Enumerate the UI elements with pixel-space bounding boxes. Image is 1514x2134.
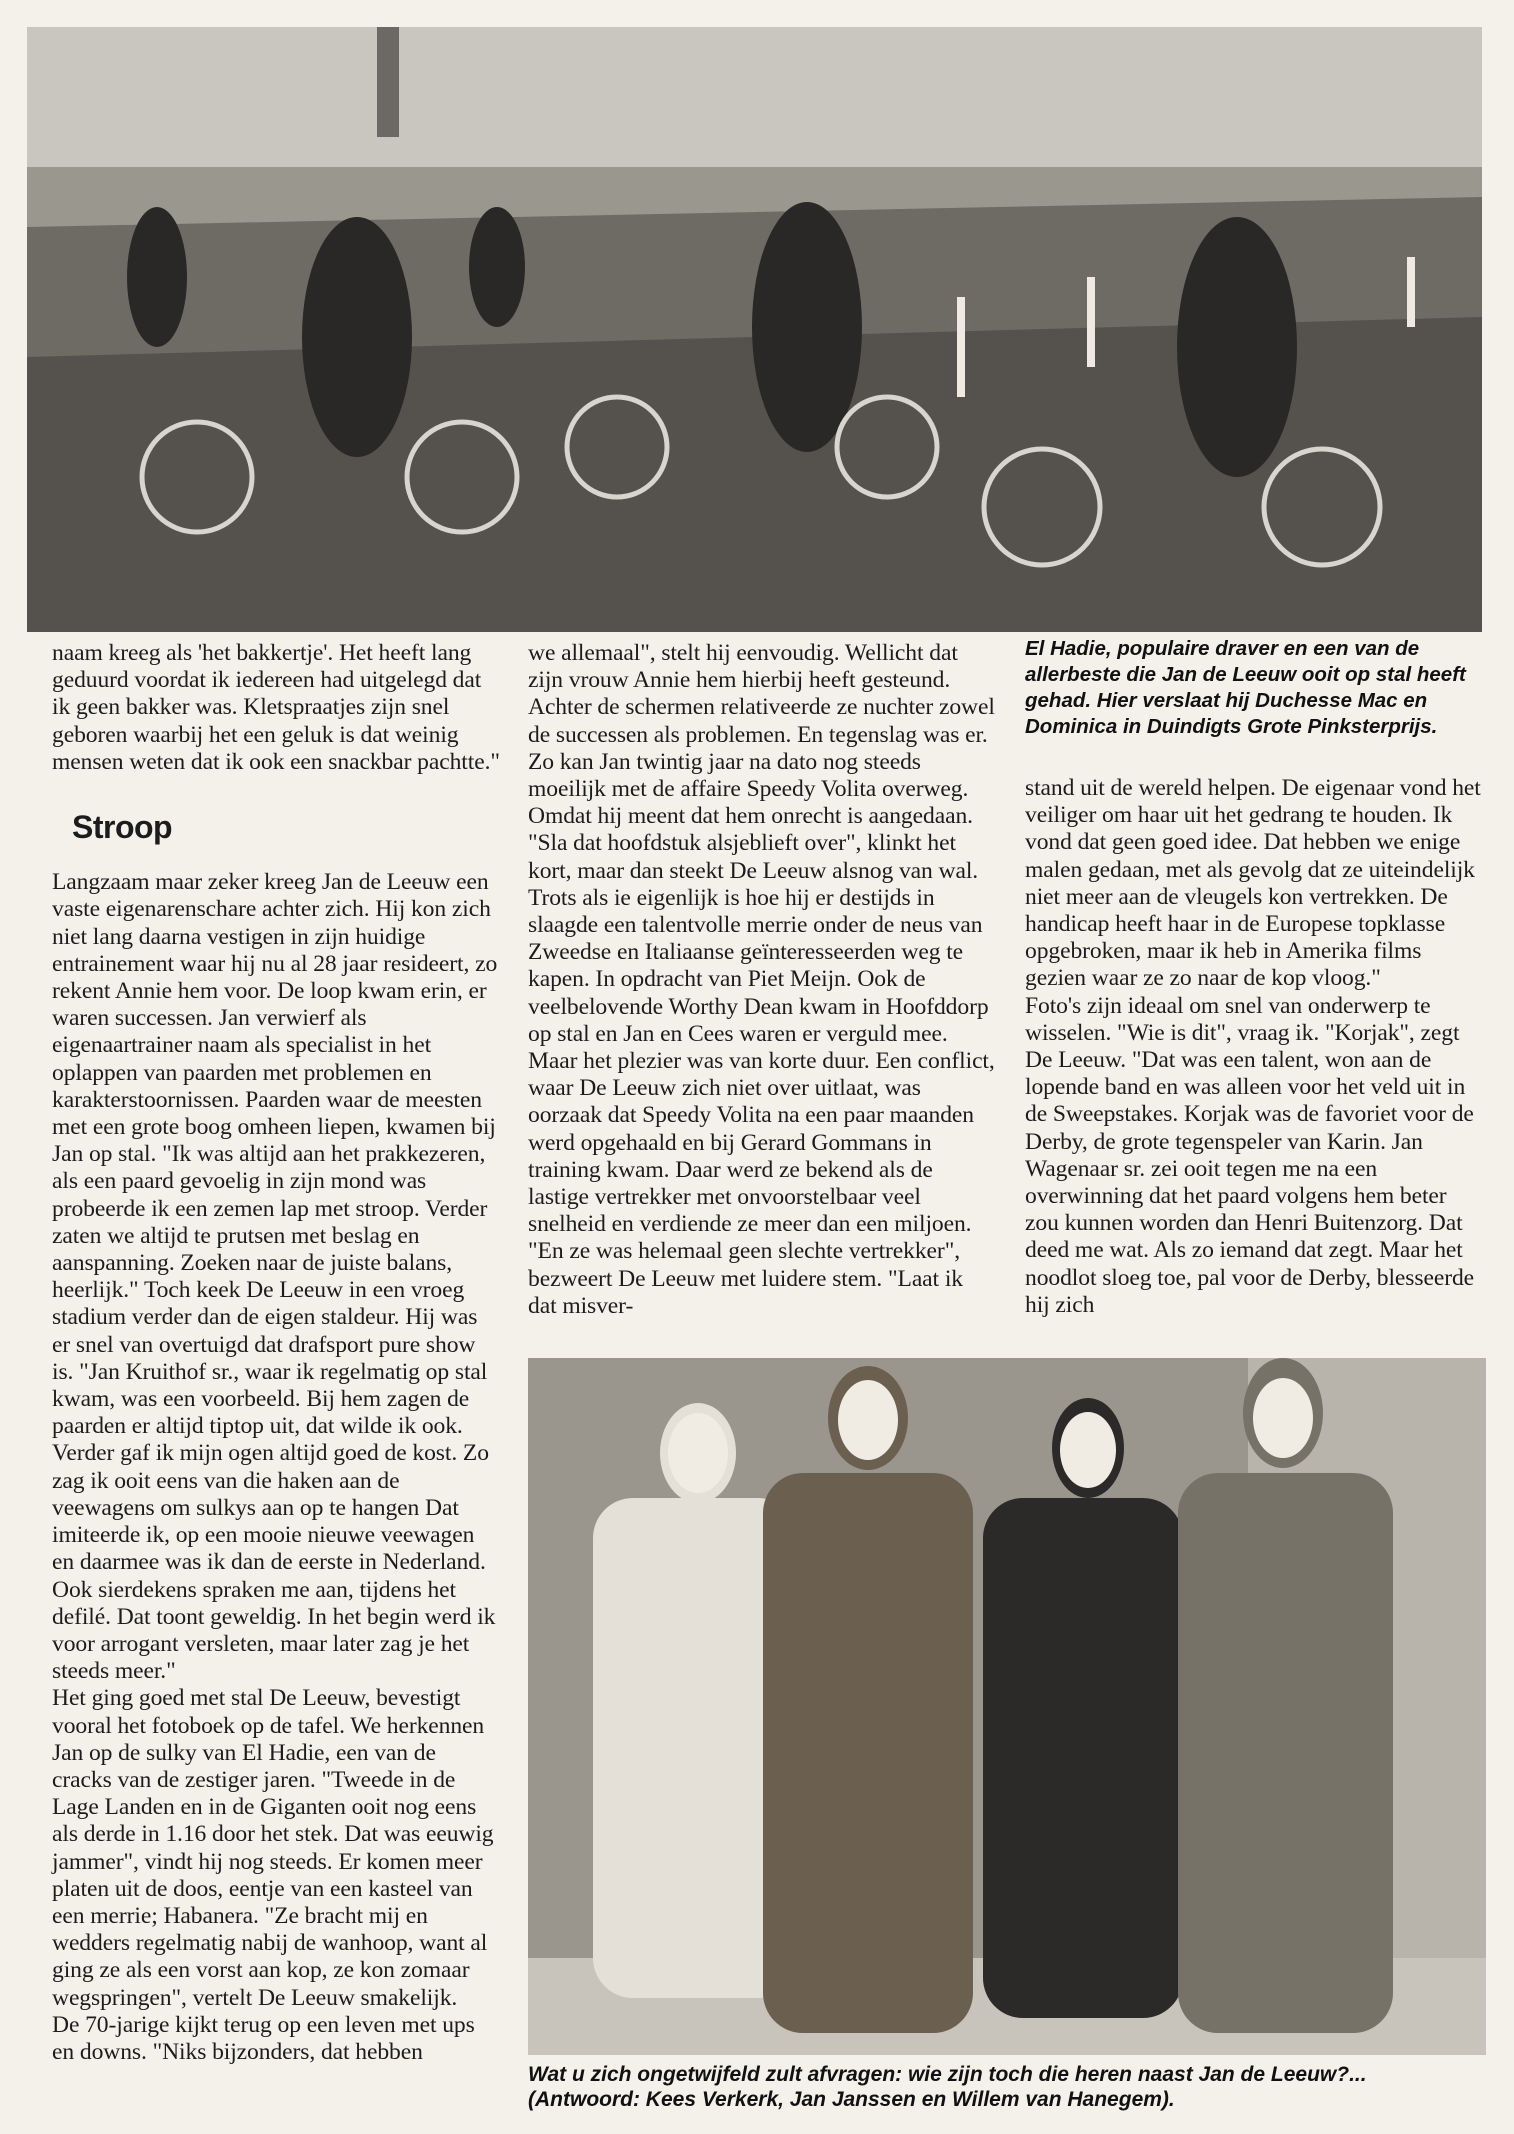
article-column-3 — [1025, 775, 1485, 1319]
photo-caption-bottom — [528, 2062, 1498, 2112]
group-portrait-photo — [528, 1358, 1486, 2055]
paragraph: naam kreeg als 'het bakkertje'. Het heeft lang geduurd voordat ik iedereen had uitgelegd dat ik geen bakker was. Kletspraatjes zijn snel geboren waarbij het een geluk is dat weinig mensen weten dat ik ook een snackbar pachtte." — [52, 640, 500, 775]
photo-caption-top: El Hadie, populaire draver en een van de allerbeste die Jan de Leeuw ooit op stal heeft gehad. Hier verslaat hij Duchesse Mac en Dominica in Duindigts Grote Pinksterprijs. — [1025, 637, 1466, 738]
paragraph: stand uit de wereld helpen. De eigenaar vond het veiliger om haar uit het gedrang te houden. Ik vond dat geen goed idee. Dat hebben we enige malen gedaan, met als gevolg dat ze uiteindelijk niet meer aan de vleugels kon vertrekken. De handicap heeft haar in de Europese topklasse opgebroken, maar ik heb in Amerika films gezien waar ze zo naar de kop vloog." — [1025, 775, 1481, 992]
paragraph: Foto's zijn ideaal om snel van onderwerp te wisselen. "Wie is dit", vraag ik. "Korjak", zegt De Leeuw. "Dat was een talent, won aan de lopende band en was alleen voor het veld uit in de Sweepstakes. Korjak was de favoriet voor de Derby, de grote tegenspeler van Karin. Jan Wagenaar sr. zei ooit tegen me na een overwinning dat het paard volgens hem beter zou kunnen worden dan Henri Buitenzorg. Dat deed me wat. Als zo iemand dat zegt. Maar het noodlot sloeg toe, pal voor de Derby, blesseerde hij zich — [1025, 992, 1475, 1318]
article-column-1 — [52, 640, 500, 2066]
paragraph: De 70-jarige kijkt terug op een leven met ups en downs. "Niks bijzonders, dat hebben — [52, 2011, 475, 2065]
paragraph: Het ging goed met stal De Leeuw, bevestigt vooral het fotoboek op de tafel. We herkennen Jan op de sulky van El Hadie, een van de cracks van de zestiger jaren. "Tweede in de Lage Landen en in de Giganten ooit nog eens als derde in 1.16 door het stek. Dat was eeuwig jammer", vindt hij nog steeds. Er komen meer platen uit de doos, eentje van een kasteel van een merrie; Habanera. "Ze bracht mij en wedders regelmatig nabij de wanhoop, want al ging ze als een vorst aan kop, ze kon zomaar wegspringen", vertelt De Leeuw smakelijk. — [52, 1685, 494, 2011]
subheading: Stroop — [72, 809, 173, 846]
harness-race-photo — [27, 27, 1482, 632]
paragraph: we allemaal", stelt hij eenvoudig. Wellicht dat zijn vrouw Annie hem hierbij heeft gesteund. Achter de schermen relativeerde ze nuchter zowel de successen als problemen. En tegenslag was er. Zo kan Jan twintig jaar na dato nog steeds moeilijk met de affaire Speedy Volita overweg. Omdat hij meent dat hem onrecht is aangedaan. "Sla dat hoofdstuk alsjeblieft over", klinkt het kort, maar dan steekt De Leeuw alsnog van wal. Trots als ie eigenlijk is hoe hij er destijds in slaagde een talentvolle merrie onder de neus van Zweedse en Italiaanse geïnteresseerden weg te kapen. In opdracht van Piet Meijn. Ook de veelbelovende Worthy Dean kwam in Hoofddorp op stal en Jan en Cees waren er verguld mee. Maar het plezier was van korte duur. Een conflict, waar De Leeuw zich niet over uitlaat, was oorzaak dat Speedy Volita na een paar maanden werd opgehaald en bij Gerard Gommans in training kwam. Daar werd ze bekend als de lastige vertrekker met onvoorstelbaar veel snelheid en verdiende ze meer dan een miljoen. "En ze was helemaal geen slechte vertrekker", bezweert De Leeuw met luidere stem. "Laat ik dat misver- — [528, 640, 995, 1319]
caption-line: (Antwoord: Kees Verkerk, Jan Janssen en Willem van Hanegem). — [528, 2088, 1175, 2111]
paragraph: Langzaam maar zeker kreeg Jan de Leeuw een vaste eigenarenschare achter zich. Hij kon zich niet lang daarna vestigen in zijn huidige entrainement waar hij nu al 28 jaar resideert, zo rekent Annie hem voor. De loop kwam erin, er waren successen. Jan verwierf als eigenaartrainer naam als specialist in het oplappen van paarden met problemen en karakterstoornissen. Paarden waar de meesten met een grote boog omheen liepen, kwamen bij Jan op stal. "Ik was altijd aan het prakkezeren, als een paard gevoelig in zijn mond was probeerde ik een zemen lap met stroop. Verder zaten we altijd te prutsen met beslag en aanspanning. Zoeken naar de juiste balans, heerlijk." Toch keek De Leeuw in een vroeg stadium verder dan de eigen staldeur. Hij was er snel van overtuigd dat drafsport pure show is. "Jan Kruithof sr., waar ik regelmatig op stal kwam, was een voorbeeld. Bij hem zagen de paarden er altijd tiptop uit, dat wilde ik ook. Verder gaf ik mijn ogen altijd goed de kost. Zo zag ik ooit eens van die haken aan de veewagens om sulkys aan op te hangen Dat imiteerde ik, op een mooie nieuwe veewagen en daarmee was ik dan de eerste in Nederland. Ook sierdekens spraken me aan, tijdens het defilé. Dat toont geweldig. In het begin werd ik voor arrogant versleten, maar later zag je het steeds meer." — [52, 869, 498, 1685]
caption-line: Wat u zich ongetwijfeld zult afvragen: wie zijn toch die heren naast Jan de Leeuw?... — [528, 2063, 1367, 2086]
article-column-2 — [528, 640, 996, 1320]
